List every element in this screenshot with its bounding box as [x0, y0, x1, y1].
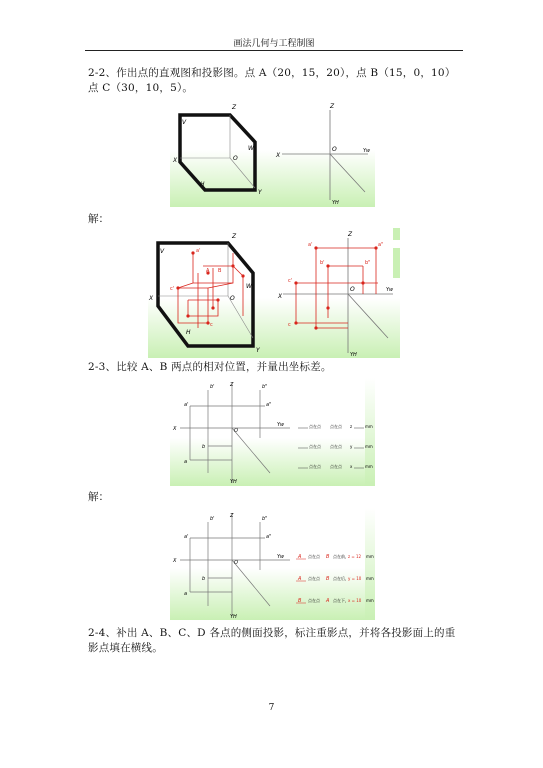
label-yw: Yw: [277, 422, 285, 428]
label-z: Z: [230, 382, 234, 388]
proj-label-yh: YH: [350, 352, 357, 358]
answer-1-diff: z = 12: [348, 554, 362, 559]
solution-label-1: 解：: [88, 213, 109, 225]
label-yh: YH: [230, 479, 237, 485]
blank-line-2-unit: mm: [365, 444, 373, 449]
problem-2-4-text: 2-4、补出 A、B、C、D 各点的侧面投影，标注重影点，并将各投影面上的重影点填在横线。: [88, 627, 456, 654]
label-o: O: [234, 428, 238, 434]
proj-label-yh: YH: [332, 200, 339, 206]
figure-2-3-answer: [170, 508, 375, 620]
axis-label-h: H: [200, 181, 205, 188]
proj-label-z: Z: [330, 103, 335, 110]
proj-label-b1: b': [320, 260, 325, 266]
answer-3-mid: 点在点: [308, 598, 320, 603]
answer-3-rel: 点在下，: [333, 598, 349, 603]
figure-2-2-answer: [148, 228, 400, 358]
proj-label-x: X: [276, 152, 281, 159]
answer-1-mid: 点在点: [308, 554, 320, 559]
figure-2-3-question: [170, 378, 375, 486]
blank-line-1-unit: mm: [365, 424, 373, 429]
proj-label-z: Z: [348, 231, 353, 238]
proj-label-a1: a': [308, 242, 313, 248]
label-a1: a': [184, 534, 189, 540]
label-b: b: [202, 444, 206, 450]
label-b2: b": [262, 384, 268, 390]
label-c1: c': [170, 286, 175, 292]
proj-label-c: c: [288, 322, 291, 328]
label-b: b: [202, 576, 206, 582]
answer-2-unit: mm: [366, 576, 374, 581]
answer-2-rel: 点在后，: [333, 576, 349, 581]
answer-1-p2: B: [326, 554, 330, 560]
blank-line-3-unit: mm: [365, 464, 373, 469]
blank-line-3-text-1: 点在点: [309, 464, 321, 469]
axis-label-o: O: [233, 155, 238, 162]
problem-2-3-text: 2-3、比较 A、B 两点的相对位置，并量出坐标差。: [88, 361, 332, 373]
label-A: A: [206, 268, 210, 274]
blank-line-3-axis: x: [350, 464, 353, 469]
label-x: X: [173, 558, 177, 564]
label-a: a: [184, 459, 188, 465]
answer-1-p1: A: [298, 554, 302, 560]
axis-label-o: O: [230, 295, 235, 302]
blank-line-1: [298, 423, 373, 429]
label-yh: YH: [230, 614, 237, 620]
label-x: X: [173, 426, 177, 432]
label-a2: a": [266, 534, 272, 540]
axis-label-h: H: [186, 329, 191, 336]
label-B: B: [218, 268, 222, 274]
blank-line-2-axis: y: [350, 444, 353, 449]
label-a1: a': [184, 402, 189, 408]
proj-label-o: O: [332, 146, 337, 153]
proj-label-o: O: [350, 286, 355, 293]
green-background: [170, 150, 375, 207]
axis-label-w: W: [246, 283, 252, 290]
proj-label-x: X: [278, 293, 283, 300]
blank-line-2-text-1: 点在点: [309, 444, 321, 449]
axis-label-z: Z: [232, 104, 237, 111]
answer-3-unit: mm: [366, 598, 374, 603]
answer-3-p2: A: [326, 598, 330, 604]
proj-label-yw: Yw: [363, 148, 371, 154]
axis-label-x: X: [173, 157, 178, 164]
blank-line-1-text-2: 点在点: [330, 424, 342, 429]
proj-label-b2: b": [365, 260, 371, 266]
header-rule: [85, 50, 463, 51]
label-b1: b': [210, 516, 215, 522]
axis-label-y: Y: [258, 189, 262, 196]
blank-line-3-text-2: 点在点: [330, 464, 342, 469]
label-c: c: [210, 322, 213, 328]
blank-line-2-text-2: 点在点: [330, 444, 342, 449]
problem-2-2-text: 2-2、作出点的直观图和投影图。点 A（20，15，20），点 B（15，0，10）点 C（30，10，5）。: [88, 67, 456, 94]
blank-line-1-axis: z: [350, 424, 353, 429]
axis-label-v: V: [182, 119, 187, 126]
label-yw: Yw: [277, 554, 285, 560]
axis-label-v: V: [160, 248, 165, 255]
proj-label-a2: a": [378, 242, 384, 248]
answer-1-unit: mm: [366, 554, 374, 559]
answer-3-diff: x = 10: [348, 598, 362, 603]
answer-line-1: [296, 553, 374, 560]
solution-label-2: 解：: [88, 491, 109, 503]
axis-label-x: X: [149, 295, 154, 302]
green-background: [148, 298, 400, 358]
blank-line-1-text-1: 点在点: [309, 424, 321, 429]
answer-2-p1: A: [298, 576, 302, 582]
proj-label-yw: Yw: [386, 287, 394, 293]
label-b2: b": [262, 516, 268, 522]
answer-3-p1: B: [298, 598, 302, 604]
label-b1: b': [210, 384, 215, 390]
label-z: Z: [230, 513, 234, 519]
figure-2-2-question: [170, 100, 375, 207]
axis-label-y: Y: [256, 347, 260, 354]
label-o: O: [234, 560, 238, 566]
proj-label-c1: c': [288, 278, 293, 284]
answer-1-rel: 点在前，: [333, 554, 349, 559]
answer-2-diff: y = 10: [348, 576, 362, 581]
answer-2-mid: 点在点: [308, 576, 320, 581]
page-number: 7: [268, 703, 275, 713]
axis-label-w: W: [248, 145, 254, 152]
page-header: 画法几何与工程制图: [233, 39, 315, 49]
label-a2: a": [266, 402, 272, 408]
label-a: a: [184, 591, 188, 597]
answer-2-p2: B: [326, 576, 330, 582]
axis-label-z: Z: [232, 233, 237, 240]
label-a1: a': [196, 248, 201, 254]
